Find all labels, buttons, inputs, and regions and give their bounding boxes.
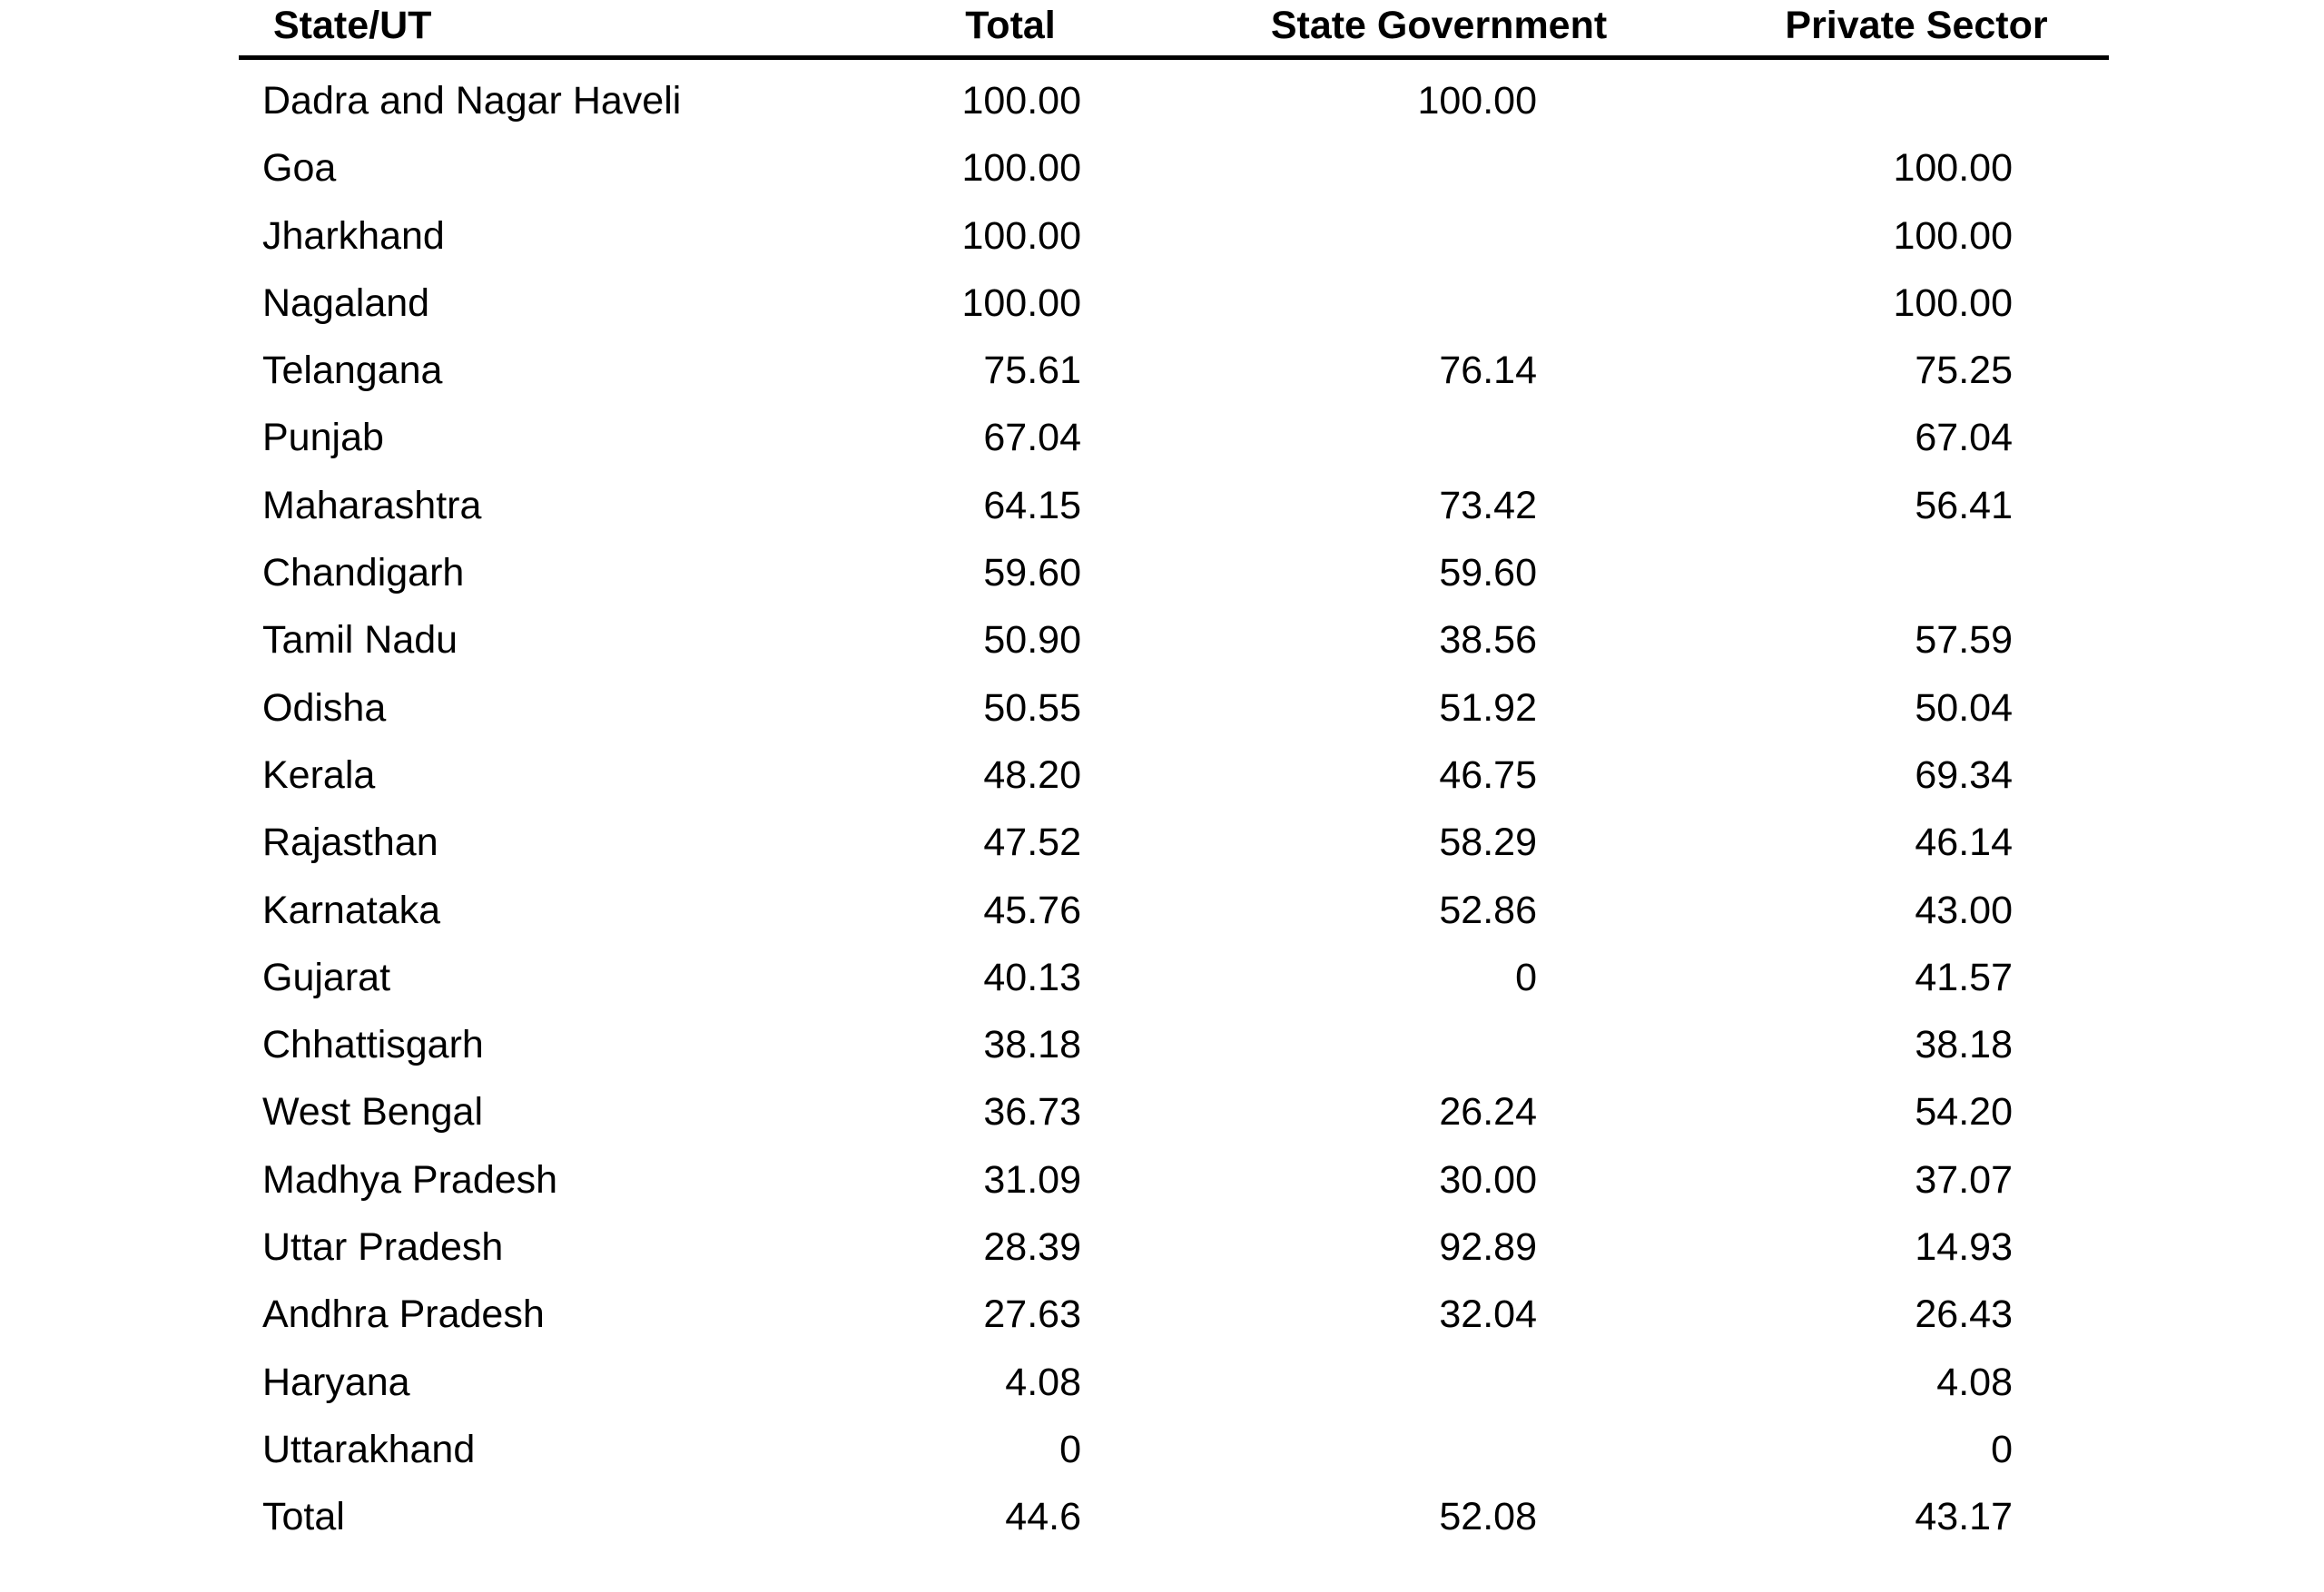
cell-private-sector: 50.04 [1915,685,2013,730]
cell-state-government: 26.24 [1439,1090,1537,1135]
cell-state-government: 0 [1515,955,1537,999]
table-row [239,539,2109,606]
cell-state: Kerala [262,752,376,797]
cell-state: Uttarakhand [262,1427,476,1471]
header-state: State/UT [273,4,432,47]
cell-state: Tamil Nadu [262,618,458,663]
cell-state: Madhya Pradesh [262,1157,558,1202]
cell-state: Chhattisgarh [262,1023,484,1067]
cell-total: 48.20 [983,752,1081,797]
cell-total: 50.90 [983,618,1081,663]
cell-state-government: 30.00 [1439,1157,1537,1202]
table-row [239,134,2109,201]
table-row [239,1011,2109,1078]
data-table [239,0,2109,1551]
cell-private-sector: 67.04 [1915,416,2013,460]
cell-total: 0 [1059,1427,1081,1471]
cell-state-government: 58.29 [1439,821,1537,865]
cell-private-sector: 54.20 [1915,1090,2013,1135]
cell-total: 47.52 [983,821,1081,865]
cell-total: 100.00 [961,146,1081,191]
cell-state-government: 46.75 [1439,752,1537,797]
table-row [239,337,2109,404]
cell-state-government: 51.92 [1439,685,1537,730]
table-row [239,1214,2109,1281]
cell-state-government: 52.86 [1439,888,1537,932]
cell-state: Dadra and Nagar Haveli [262,79,682,123]
cell-total: 38.18 [983,1023,1081,1067]
cell-private-sector: 4.08 [1936,1360,2013,1404]
cell-private-sector: 57.59 [1915,618,2013,663]
cell-total: 100.00 [961,280,1081,325]
cell-state-government: 100.00 [1417,79,1537,123]
cell-total: 4.08 [1005,1360,1081,1404]
cell-total: 59.60 [983,551,1081,595]
cell-state: Telangana [262,349,443,393]
cell-total: 31.09 [983,1157,1081,1202]
cell-private-sector: 46.14 [1915,821,2013,865]
table-row [239,270,2109,337]
cell-private-sector: 41.57 [1915,955,2013,999]
table-row [239,606,2109,673]
cell-private-sector: 37.07 [1915,1157,2013,1202]
cell-total: 40.13 [983,955,1081,999]
cell-total: 28.39 [983,1225,1081,1270]
cell-private-sector: 75.25 [1915,349,2013,393]
cell-state: Haryana [262,1360,410,1404]
cell-state: West Bengal [262,1090,484,1135]
cell-state-government: 32.04 [1439,1292,1537,1337]
cell-total: 50.55 [983,685,1081,730]
cell-total: 44.6 [1005,1495,1081,1539]
table-header-row [239,0,2109,60]
cell-private-sector: 43.00 [1915,888,2013,932]
header-state-government: State Government [1270,4,1608,47]
cell-state: Total [262,1495,345,1539]
cell-state-government: 76.14 [1439,349,1537,393]
cell-private-sector: 56.41 [1915,483,2013,527]
cell-state: Maharashtra [262,483,482,527]
cell-private-sector: 26.43 [1915,1292,2013,1337]
cell-state: Punjab [262,416,384,460]
table-row [239,877,2109,944]
table-body [239,60,2109,1551]
cell-state-government: 73.42 [1439,483,1537,527]
cell-state: Karnataka [262,888,441,932]
cell-private-sector: 38.18 [1915,1023,2013,1067]
cell-state: Rajasthan [262,821,438,865]
cell-total: 75.61 [983,349,1081,393]
table-row [239,809,2109,876]
table-row [239,674,2109,742]
cell-state: Gujarat [262,955,391,999]
cell-total: 45.76 [983,888,1081,932]
table-row [239,944,2109,1011]
cell-total: 67.04 [983,416,1081,460]
cell-state-government: 38.56 [1439,618,1537,663]
table-row [239,1281,2109,1348]
cell-total: 64.15 [983,483,1081,527]
table-row [239,404,2109,471]
cell-state: Odisha [262,685,387,730]
cell-state: Chandigarh [262,551,465,595]
table-row [239,472,2109,539]
table-row [239,1078,2109,1145]
table-row [239,742,2109,809]
cell-private-sector: 43.17 [1915,1495,2013,1539]
cell-state: Andhra Pradesh [262,1292,545,1337]
cell-private-sector: 0 [1991,1427,2013,1471]
cell-state-government: 59.60 [1439,551,1537,595]
cell-state-government: 52.08 [1439,1495,1537,1539]
header-private-sector: Private Sector [1785,4,2048,47]
cell-total: 27.63 [983,1292,1081,1337]
cell-total: 100.00 [961,213,1081,258]
table-row [239,1483,2109,1550]
cell-state-government: 92.89 [1439,1225,1537,1270]
table-row [239,67,2109,134]
cell-private-sector: 69.34 [1915,752,2013,797]
cell-state: Nagaland [262,280,430,325]
cell-private-sector: 100.00 [1893,213,2013,258]
table-row [239,1146,2109,1214]
table-row [239,1416,2109,1483]
cell-state: Uttar Pradesh [262,1225,504,1270]
cell-private-sector: 100.00 [1893,280,2013,325]
cell-total: 100.00 [961,79,1081,123]
cell-private-sector: 14.93 [1915,1225,2013,1270]
cell-private-sector: 100.00 [1893,146,2013,191]
cell-state: Goa [262,146,337,191]
table-row [239,202,2109,270]
header-total: Total [965,4,1056,47]
cell-state: Jharkhand [262,213,445,258]
table-row [239,1349,2109,1416]
cell-total: 36.73 [983,1090,1081,1135]
